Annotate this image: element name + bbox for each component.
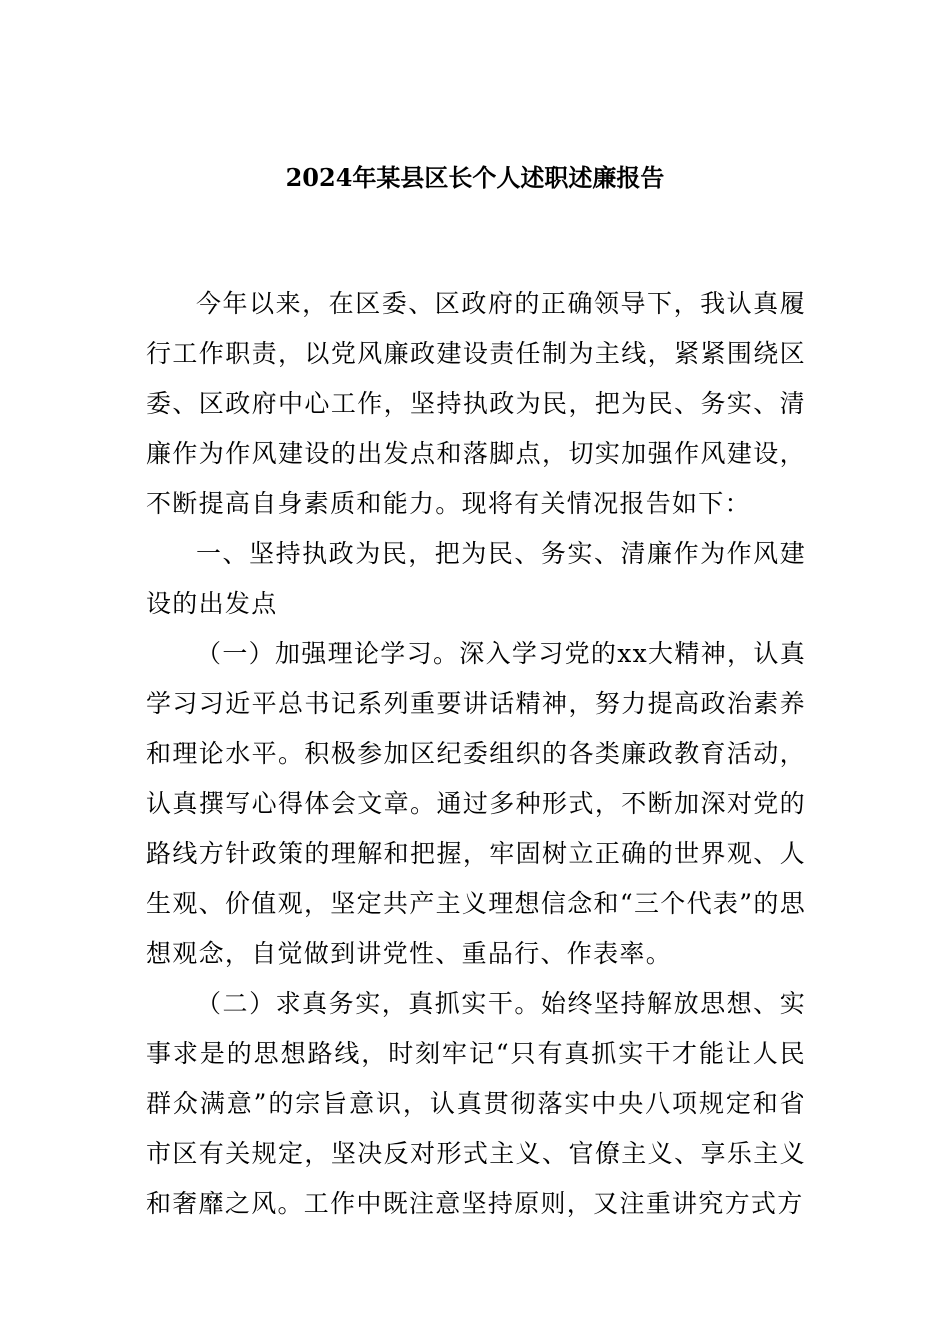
- paragraph-subsection-2: （二）求真务实，真抓实干。始终坚持解放思想、实事求是的思想路线，时刻牢记“只有真抓实干才能让人民群众满意”的宗旨意识，认真贯彻落实中央八项规定和省市区有关规定，坚决反对形式主义、官僚主义、享乐主义和奢靡之风。工作中既注意坚持原则，又注重讲究方式方: [146, 989, 806, 1218]
- section-heading-1: 一、坚持执政为民，把为民、务实、清廉作为作风建设的出发点: [146, 539, 806, 618]
- document-body: [146, 279, 806, 1229]
- paragraph-subsection-1: （一）加强理论学习。深入学习党的xx大精神，认真学习习近平总书记系列重要讲话精神，努力提高政治素养和理论水平。积极参加区纪委组织的各类廉政教育活动，认真撰写心得体会文章。通过多种形式，不断加深对党的路线方针政策的理解和把握，牢固树立正确的世界观、人生观、价值观，坚定共产主义理想信念和“三个代表”的思想观念，自觉做到讲党性、重品行、作表率。: [146, 639, 806, 968]
- paragraph-intro: 今年以来，在区委、区政府的正确领导下，我认真履行工作职责，以党风廉政建设责任制为主线，紧紧围绕区委、区政府中心工作，坚持执政为民，把为民、务实、清廉作为作风建设的出发点和落脚点，切实加强作风建设，不断提高自身素质和能力。现将有关情况报告如下：: [146, 289, 806, 518]
- document-title: 2024年某县区长个人述职述廉报告: [285, 163, 665, 192]
